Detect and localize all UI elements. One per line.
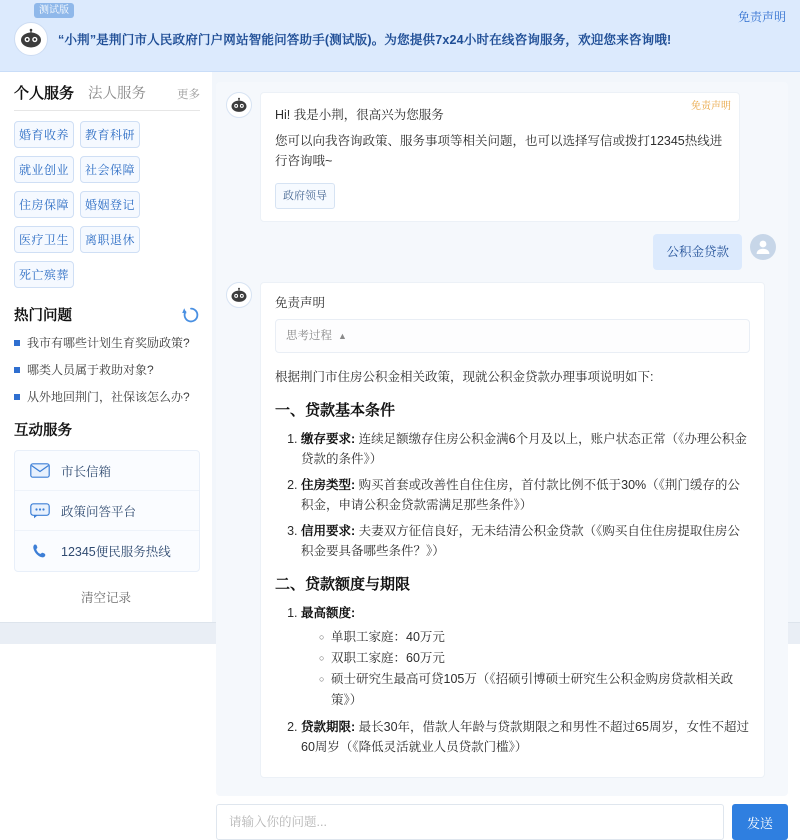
tab-personal-service[interactable]: 个人服务: [14, 85, 75, 102]
thinking-process-label: 思考过程: [286, 330, 332, 342]
answer-item-term: 信用要求:: [301, 524, 356, 538]
disclaimer-link-header[interactable]: 免责声明: [737, 10, 786, 24]
hot-question-label: 哪类人员属于救助对象?: [27, 363, 154, 377]
answer-list-item: [301, 717, 750, 757]
more-link[interactable]: 更多: [177, 89, 200, 101]
chip-funeral[interactable]: 死亡殡葬: [14, 261, 74, 288]
answer-bubble: [260, 282, 765, 778]
greeting-line-2: 您可以向我咨询政策、服务事项等相关问题，也可以选择写信或拨打12345热线进行咨询哦~: [275, 134, 723, 168]
hot-question-label: 我市有哪些计划生育奖励政策?: [27, 336, 190, 350]
answer-sub-item: ○ 硕士研究生最高可贷105万（《招硕引博硕士研究生公积金购房贷款相关政策》）: [319, 669, 750, 711]
answer-section-2-title: 二、贷款额度与期限: [275, 576, 411, 593]
hot-question-item[interactable]: [14, 389, 200, 405]
answer-item-text: 连续足额缴存住房公积金满6个月及以上，账户状态正常（《办理公积金贷款的条件》）: [301, 432, 747, 466]
sidebar-item-hotline[interactable]: [15, 531, 199, 571]
chip-employment[interactable]: 就业创业: [14, 156, 74, 183]
hot-question-label: 从外地回荆门，社保该怎么办?: [27, 390, 190, 404]
chevron-up-icon: ▲: [338, 331, 347, 341]
interactive-services-title: 互动服务: [14, 423, 72, 439]
message-bot-greeting: [226, 92, 776, 222]
answer-section-2-list: [275, 603, 750, 757]
disclaimer-link-greeting[interactable]: 免责声明: [691, 101, 731, 112]
answer-sub-item: ○ 单职工家庭：40万元: [319, 627, 750, 648]
phone-icon: [29, 540, 51, 562]
refresh-icon[interactable]: [182, 306, 200, 324]
sidebar-item-label: 12345便民服务热线: [61, 545, 171, 559]
hot-question-item[interactable]: [14, 362, 200, 378]
answer-item-text: 最长30年，借款人年龄与贷款期限之和男性不超过65周岁，女性不超过60周岁（《降低灵活就业人员贷款门槛》）: [301, 720, 749, 754]
chip-education-research[interactable]: 教育科研: [80, 121, 140, 148]
user-avatar-icon: [750, 234, 776, 260]
chip-retirement[interactable]: 离职退休: [80, 226, 140, 253]
hot-questions-list: [14, 335, 200, 405]
answer-item-term: 贷款期限:: [301, 720, 356, 734]
hot-question-item[interactable]: [14, 335, 200, 351]
chip-marriage-registration[interactable]: 婚姻登记: [80, 191, 140, 218]
chat-message-list[interactable]: [216, 82, 788, 796]
sidebar-item-label: 市长信箱: [61, 464, 112, 479]
disclaimer-link-answer[interactable]: 免责声明: [275, 296, 326, 310]
hot-questions-title: 热门问题: [14, 308, 72, 324]
banner-text: “小荆”是荆门市人民政府门户网站智能问答助手(测试版)。为您提供7x24小时在线咨询服务，欢迎您来咨询哦!: [58, 32, 672, 47]
robot-avatar-icon: [226, 92, 252, 118]
answer-list-item: [301, 603, 750, 711]
bullet-icon: [14, 367, 20, 373]
robot-icon: [14, 22, 48, 56]
sidebar-item-label: 政策问答平台: [61, 504, 137, 519]
greeting-bubble: [260, 92, 740, 222]
beta-tag: 测试版: [34, 3, 74, 18]
chat-input-bar: [216, 804, 788, 840]
chat-panel: [212, 72, 800, 831]
sidebar-item-policy-qa[interactable]: [15, 491, 199, 531]
top-banner: [0, 0, 800, 72]
answer-section-1-title: 一、贷款基本条件: [275, 402, 396, 419]
chat-icon: [29, 500, 51, 522]
interactive-services-list: [14, 450, 200, 572]
interactive-services-header: [14, 419, 200, 440]
robot-avatar-icon: [226, 282, 252, 308]
service-chip-grid: [14, 121, 200, 288]
send-button[interactable]: 发送: [732, 804, 788, 840]
answer-intro: 根据荆门市住房公积金相关政策，现就公积金贷款办理事项说明如下:: [275, 370, 654, 384]
answer-list-item: [301, 475, 750, 515]
sidebar-item-mayor-mailbox[interactable]: [15, 451, 199, 491]
chat-input[interactable]: [216, 804, 724, 840]
answer-sub-list: [301, 627, 750, 711]
thinking-process-toggle[interactable]: [275, 319, 750, 353]
answer-list-item: [301, 429, 750, 469]
bullet-icon: [14, 394, 20, 400]
tab-legal-service[interactable]: 法人服务: [88, 86, 147, 102]
chip-government-leaders[interactable]: 政府领导: [275, 183, 335, 209]
answer-item-term: 缴存要求:: [301, 432, 356, 446]
answer-sub-item: ○ 双职工家庭：60万元: [319, 648, 750, 669]
service-tabs: [14, 82, 200, 111]
chip-social-security[interactable]: 社会保障: [80, 156, 140, 183]
answer-item-text: 夫妻双方征信良好，无未结清公积金贷款（《购买自住住房提取住房公积金要具备哪些条件？》）: [301, 524, 740, 558]
answer-item-term: 住房类型:: [301, 478, 356, 492]
hot-questions-header: [14, 304, 200, 325]
sidebar: [0, 72, 212, 622]
message-bot-answer: [226, 282, 776, 778]
mail-icon: [29, 460, 51, 482]
greeting-line-1: Hi! 我是小荆，很高兴为您服务: [275, 108, 444, 122]
answer-item-text: 购买首套或改善性自住住房，首付款比例不低于30%（《荆门缓存的公积金，申请公积金贷款需满足那些条件》）: [301, 478, 740, 512]
clear-record-button[interactable]: 清空记录: [80, 591, 131, 605]
chip-housing-security[interactable]: 住房保障: [14, 191, 74, 218]
bullet-icon: [14, 340, 20, 346]
chip-marriage-adoption[interactable]: 婚育收养: [14, 121, 74, 148]
chip-medical-health[interactable]: 医疗卫生: [14, 226, 74, 253]
user-message-bubble: 公积金贷款: [653, 234, 742, 270]
message-user: [226, 234, 776, 270]
answer-section-1-list: [275, 429, 750, 561]
answer-list-item: [301, 521, 750, 561]
main-body: [0, 72, 800, 831]
answer-item-term: 最高额度:: [301, 606, 356, 620]
